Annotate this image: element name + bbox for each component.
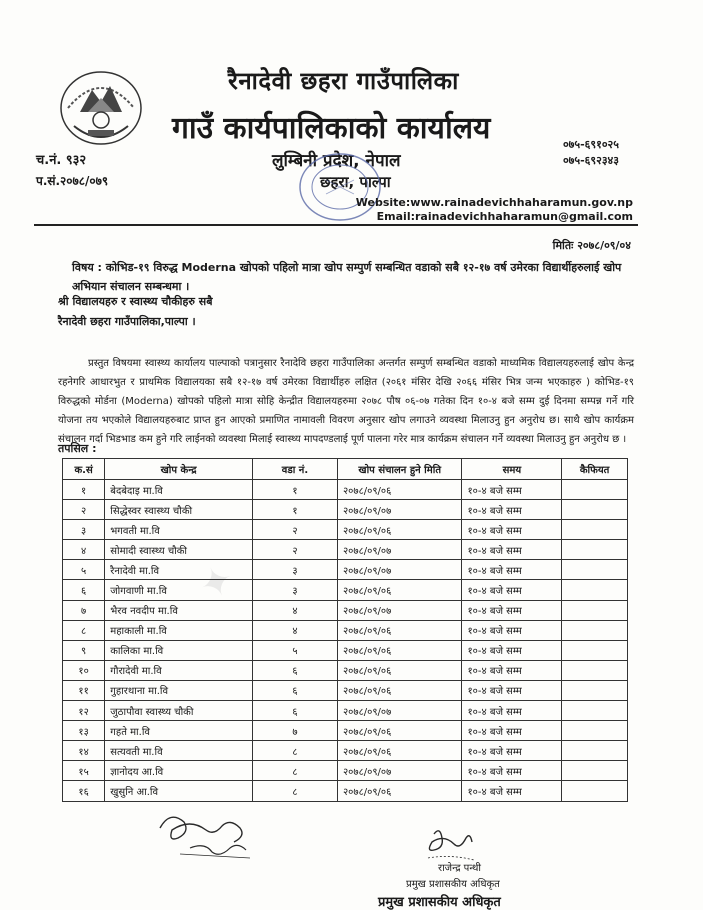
cell-remarks [562, 640, 628, 660]
cell-center: सत्यवती मा.वि [105, 741, 253, 761]
cell-time: १०-४ बजे सम्म [462, 741, 562, 761]
cell-date: २०७८/०९/०७ [337, 761, 462, 781]
table-row [63, 721, 628, 741]
office-stamp-icon [296, 150, 384, 224]
cell-sn: ४ [63, 540, 105, 560]
letter-subject: विषय : कोभिड-१९ विरुद्ध Moderna खोपको पहिलो मात्रा खोप सम्पुर्ण सम्बन्धित वडाको सबै १२-१७ वर्ष उमेरका विद्यार्थीहरुलाई खोप अभियान संचालन सम्बन्धमा । [72, 261, 622, 293]
handwritten-signature-left [150, 808, 260, 868]
table-row [63, 580, 628, 600]
cell-date: २०७८/०९/०६ [337, 680, 462, 700]
cell-time: १०-४ बजे सम्म [462, 660, 562, 680]
cell-remarks [562, 721, 628, 741]
municipality-name: रैनादेवी छहरा गाउँपालिका [228, 67, 459, 95]
col-header-date: खोप संचालन हुने मिति [337, 459, 462, 480]
cell-ward: १ [252, 500, 337, 520]
cell-date: २०७८/०९/०७ [337, 560, 462, 580]
letter-date: मितिः २०७८/०९/०४ [552, 239, 631, 252]
cell-ward: ६ [252, 680, 337, 700]
cell-time: १०-४ बजे सम्म [462, 560, 562, 580]
letter-body: प्रस्तुत विषयमा स्वास्थ्य कार्यालय पाल्पाको पत्रानुसार रैनादेवि छहरा गाउँपालिका अन्तर्गत सम्पुर्ण सम्बन्धित वडाको माध्यमिक विद्यालयहरुलाई खोप केन्द्र रहनेगरि आधारभुत र प्राथमिक विद्यालयका सबै १२-१७ वर्ष उमेरका विद्यार्थीहरु लक्षित (२०६१ मंसिर देखि २०६६ मंसिर भित्र जन्म भएकाहरु ) कोभिड-१९ विरुद्धको मोर्डना (Moderna) खोपको पहिलो मात्रा सोहि केन्द्रीत विद्यालयहरुमा २०७८ पौष ०६-०७ गतेका दिन १०-४ बजे सम्म दुई दिनमा सम्पन्न गर्ने गरि योजना तय भएकोले विद्यालयहरुबाट प्राप्त हुन आएको प्रमाणित नामावली विवरण अनुसार खोप लगाउने व्यवस्था मिलाउनु हुन अनुरोध छ। साथै खोप कार्यक्रम संचालन गर्दा भिडभाड कम हुने गरि लाईनको व्यवस्था मिलाई स्वास्थ्य मापदण्डलाई पूर्ण पालना गरेर मात्र कार्यक्रम संचालन गर्ने व्यवस्था मिलाउनु हुन अनुरोध छ । [58, 358, 634, 445]
cell-date: २०७८/०९/०६ [337, 640, 462, 660]
cell-date: २०७८/०९/०६ [337, 520, 462, 540]
cell-remarks [562, 781, 628, 801]
cell-time: १०-४ बजे सम्म [462, 781, 562, 801]
cell-remarks [562, 600, 628, 620]
cell-date: २०७८/०९/०६ [337, 741, 462, 761]
government-emblem-icon [58, 68, 144, 146]
cell-center: गुहारथाना मा.वि [105, 680, 253, 700]
table-row [63, 680, 628, 700]
cell-time: १०-४ बजे सम्म [462, 540, 562, 560]
stamp-designation: प्रमुख प्रशासकीय अधिकृत [378, 895, 501, 910]
table-row [63, 701, 628, 721]
col-header-center: खोप केन्द्र [105, 459, 253, 480]
cell-date: २०७८/०९/०६ [337, 781, 462, 801]
reference-number: च.नं. ९३२ [36, 153, 87, 168]
cell-time: १०-४ बजे सम्म [462, 701, 562, 721]
table-row [63, 660, 628, 680]
cell-sn: ६ [63, 580, 105, 600]
cell-remarks [562, 701, 628, 721]
cell-sn: ७ [63, 600, 105, 620]
cell-center: ज्ञानोदय आ.वि [105, 761, 253, 781]
vaccination-schedule-table [62, 458, 628, 802]
table-row [63, 761, 628, 781]
background-watermark: ✦ [192, 555, 241, 611]
cell-center: सोमादी स्वास्थ्य चौकी [105, 540, 253, 560]
cell-sn: १० [63, 660, 105, 680]
table-row [63, 640, 628, 660]
cell-center: भगवती मा.वि [105, 520, 253, 540]
cell-remarks [562, 680, 628, 700]
phone-number-1: ०७५-६९१०२५ [562, 138, 619, 151]
table-header-row [63, 459, 628, 480]
col-header-sn: क.सं [63, 459, 105, 480]
cell-date: २०७८/०९/०६ [337, 620, 462, 640]
cell-remarks [562, 500, 628, 520]
cell-ward: ४ [252, 600, 337, 620]
cell-time: १०-४ बजे सम्म [462, 761, 562, 781]
cell-center: सिद्धेस्वर स्वास्थ्य चौकी [105, 500, 253, 520]
cell-center: खुसुनि आ.वि [105, 781, 253, 801]
cell-sn: १ [63, 480, 105, 500]
cell-sn: १२ [63, 701, 105, 721]
cell-ward: ३ [252, 560, 337, 580]
cell-time: १०-४ बजे सम्म [462, 640, 562, 660]
cell-center: बेदबेदाइ मा.वि [105, 480, 253, 500]
cell-center: रैनादेवी मा.वि [105, 560, 253, 580]
cell-sn: ११ [63, 680, 105, 700]
cell-center: जोगवाणी मा.वि [105, 580, 253, 600]
cell-remarks [562, 520, 628, 540]
cell-center: भैरव नवदीप मा.वि [105, 600, 253, 620]
phone-number-2: ०७५-६९२३४३ [562, 154, 619, 167]
cell-sn: ३ [63, 520, 105, 540]
cell-date: २०७८/०९/०६ [337, 580, 462, 600]
cell-ward: ८ [252, 761, 337, 781]
province-line: लुम्बिनी प्रदेश, नेपाल [272, 151, 401, 171]
col-header-ward: वडा नं. [252, 459, 337, 480]
cell-sn: १४ [63, 741, 105, 761]
cell-sn: १५ [63, 761, 105, 781]
cell-sn: १३ [63, 721, 105, 741]
table-row [63, 500, 628, 520]
table-row [63, 560, 628, 580]
cell-ward: २ [252, 520, 337, 540]
cell-remarks [562, 480, 628, 500]
cell-date: २०७८/०९/०६ [337, 721, 462, 741]
cell-remarks [562, 560, 628, 580]
signatory-name: राजेन्द्र पन्थी [438, 863, 482, 874]
cell-sn: ८ [63, 620, 105, 640]
cell-time: १०-४ बजे सम्म [462, 600, 562, 620]
table-row [63, 600, 628, 620]
district-line: छहरा, पाल्पा [320, 173, 391, 191]
cell-ward: ४ [252, 620, 337, 640]
cell-ward: २ [252, 540, 337, 560]
cell-time: १०-४ बजे सम्म [462, 620, 562, 640]
cell-remarks [562, 741, 628, 761]
cell-ward: ६ [252, 660, 337, 680]
cell-sn: ५ [63, 560, 105, 580]
cell-ward: १ [252, 480, 337, 500]
cell-ward: ३ [252, 580, 337, 600]
cell-remarks [562, 580, 628, 600]
cell-ward: ६ [252, 701, 337, 721]
cell-date: २०७८/०९/०६ [337, 660, 462, 680]
cell-date: २०७८/०९/०६ [337, 480, 462, 500]
table-row [63, 480, 628, 500]
cell-date: २०७८/०९/०७ [337, 701, 462, 721]
addressee-line-1: श्री विद्यालयहरु र स्वास्थ्य चौकीहरु सबै [58, 295, 213, 308]
cell-date: २०७८/०९/०७ [337, 600, 462, 620]
cell-date: २०७८/०९/०७ [337, 540, 462, 560]
cell-center: जुठापौवा स्वास्थ्य चौकी [105, 701, 253, 721]
cell-time: १०-४ बजे सम्म [462, 520, 562, 540]
website-address: Website:www.rainadevichhaharamun.gov.np [355, 196, 633, 209]
cell-center: गौरादेवी मा.वि [105, 660, 253, 680]
cell-remarks [562, 620, 628, 640]
cell-time: १०-४ बजे सम्म [462, 680, 562, 700]
cell-ward: ५ [252, 640, 337, 660]
col-header-remarks: कैफियत [562, 459, 628, 480]
cell-date: २०७८/०९/०७ [337, 500, 462, 520]
table-row [63, 520, 628, 540]
cell-ward: ७ [252, 721, 337, 741]
cell-sn: १६ [63, 781, 105, 801]
table-caption: तपसिल : [58, 442, 97, 455]
header-divider [34, 224, 638, 226]
table-row [63, 540, 628, 560]
cell-remarks [562, 660, 628, 680]
cell-time: १०-४ बजे सम्म [462, 721, 562, 741]
cell-sn: ९ [63, 640, 105, 660]
cell-center: गहते मा.वि [105, 721, 253, 741]
email-address: Email:rainadevichhaharamun@gmail.com [376, 210, 633, 223]
cell-remarks [562, 761, 628, 781]
cell-time: १०-४ बजे सम्म [462, 580, 562, 600]
cell-remarks [562, 540, 628, 560]
col-header-time: समय [462, 459, 562, 480]
table-row [63, 620, 628, 640]
cell-time: १०-४ बजे सम्म [462, 500, 562, 520]
table-body [63, 480, 628, 802]
cell-ward: ८ [252, 781, 337, 801]
cell-center: कालिका मा.वि [105, 640, 253, 660]
addressee-line-2: रैनादेवी छहरा गाउँपालिका,पाल्पा । [58, 315, 196, 328]
fiscal-year: प.सं.२०७८/०७९ [36, 174, 109, 188]
office-name: गाउँ कार्यपालिकाको कार्यालय [172, 111, 491, 146]
cell-ward: ८ [252, 741, 337, 761]
cell-time: १०-४ बजे सम्म [462, 480, 562, 500]
table-row [63, 741, 628, 761]
cell-center: महाकाली मा.वि [105, 620, 253, 640]
signatory-designation: प्रमुख प्रशासकीय अधिकृत [406, 879, 500, 890]
cell-sn: २ [63, 500, 105, 520]
table-row [63, 781, 628, 801]
